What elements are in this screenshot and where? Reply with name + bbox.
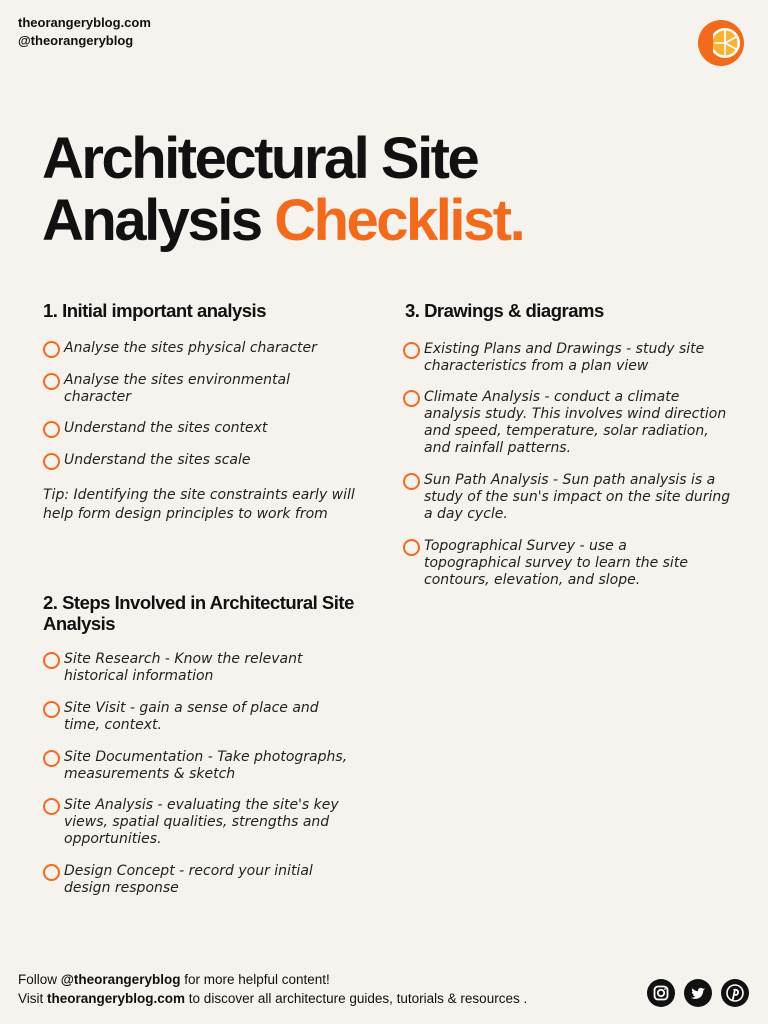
site-handle[interactable]: @theorangeryblog — [18, 33, 134, 48]
checklist-item[interactable] — [43, 797, 363, 848]
checkbox-icon[interactable] — [403, 390, 420, 407]
item-text: Existing Plans and Drawings - study site characteristics from a plan view — [424, 341, 705, 374]
title-accent: Checklist. — [274, 188, 524, 253]
tip-text: Tip: Identifying the site constraints early will help form design principles to work from — [43, 487, 355, 522]
page-title — [42, 128, 523, 252]
site-info — [18, 14, 151, 50]
checkbox-icon[interactable] — [403, 342, 420, 359]
item-text: Analyse the sites environmental character — [64, 372, 290, 405]
checkbox-icon[interactable] — [43, 373, 60, 390]
checklist-item[interactable] — [43, 372, 328, 406]
footer — [18, 970, 527, 1008]
checklist-item[interactable] — [43, 420, 353, 438]
follow-line — [18, 970, 527, 989]
visit-site-link[interactable]: theorangeryblog.com — [47, 991, 186, 1006]
twitter-icon[interactable] — [684, 979, 712, 1007]
checkbox-icon[interactable] — [43, 341, 60, 358]
section-3-heading: 3. Drawings & diagrams — [405, 300, 604, 321]
site-url[interactable]: theorangeryblog.com — [18, 15, 151, 30]
item-text: Understand the sites context — [64, 420, 268, 436]
item-text: Analyse the sites physical character — [64, 340, 317, 356]
checklist-item[interactable] — [403, 389, 733, 457]
checkbox-icon[interactable] — [43, 453, 60, 470]
title-plain: Analysis — [42, 188, 261, 253]
orange-slice-icon — [697, 19, 745, 67]
checklist-item[interactable] — [403, 472, 733, 523]
visit-suffix: to discover all architecture guides, tutorials & resources . — [185, 991, 528, 1006]
checklist-item[interactable] — [403, 538, 723, 589]
visit-prefix: Visit — [18, 991, 48, 1006]
checklist-item[interactable] — [43, 863, 343, 897]
pinterest-icon[interactable] — [721, 979, 749, 1007]
item-text: Sun Path Analysis - Sun path analysis is a study of the sun's impact on the site during a day cycle. — [424, 472, 731, 522]
checkbox-icon[interactable] — [43, 701, 60, 718]
item-text: Site Research - Know the relevant historical information — [64, 651, 303, 684]
item-text: Site Documentation - Take photographs, measurements & sketch — [64, 749, 348, 782]
checkbox-icon[interactable] — [403, 473, 420, 490]
checklist-item[interactable] — [43, 340, 353, 358]
checklist-item[interactable] — [43, 700, 353, 734]
checkbox-icon[interactable] — [403, 539, 420, 556]
visit-line — [18, 989, 527, 1008]
item-text: Topographical Survey - use a topographical survey to learn the site contours, elevation, and slope. — [424, 538, 688, 588]
checkbox-icon[interactable] — [43, 750, 60, 767]
item-text: Site Visit - gain a sense of place and time, context. — [64, 700, 319, 733]
follow-handle-link[interactable]: @theorangeryblog — [60, 972, 181, 987]
item-text: Site Analysis - evaluating the site's key views, spatial qualities, strengths and opportunities. — [64, 797, 339, 847]
checkbox-icon[interactable] — [43, 864, 60, 881]
checklist-item[interactable] — [43, 651, 343, 685]
checkbox-icon[interactable] — [43, 652, 60, 669]
section-2-heading: 2. Steps Involved in Architectural Site Analysis — [43, 592, 354, 634]
checklist-item[interactable] — [43, 749, 383, 783]
title-line-2 — [42, 190, 523, 252]
checklist-item[interactable] — [403, 341, 738, 375]
title-line-1: Architectural Site — [42, 126, 478, 191]
item-text: Climate Analysis - conduct a climate analysis study. This involves wind direction and speed, temperature, solar radiation, and rainfall patterns. — [424, 389, 727, 456]
instagram-icon[interactable] — [647, 979, 675, 1007]
section-1-heading: 1. Initial important analysis — [43, 300, 266, 321]
item-text: Design Concept - record your initial design response — [64, 863, 313, 896]
item-text: Understand the sites scale — [64, 452, 251, 468]
checklist-item[interactable] — [43, 452, 353, 470]
checkbox-icon[interactable] — [43, 798, 60, 815]
checkbox-icon[interactable] — [43, 421, 60, 438]
follow-prefix: Follow — [18, 972, 61, 987]
follow-suffix: for more helpful content! — [180, 972, 330, 987]
